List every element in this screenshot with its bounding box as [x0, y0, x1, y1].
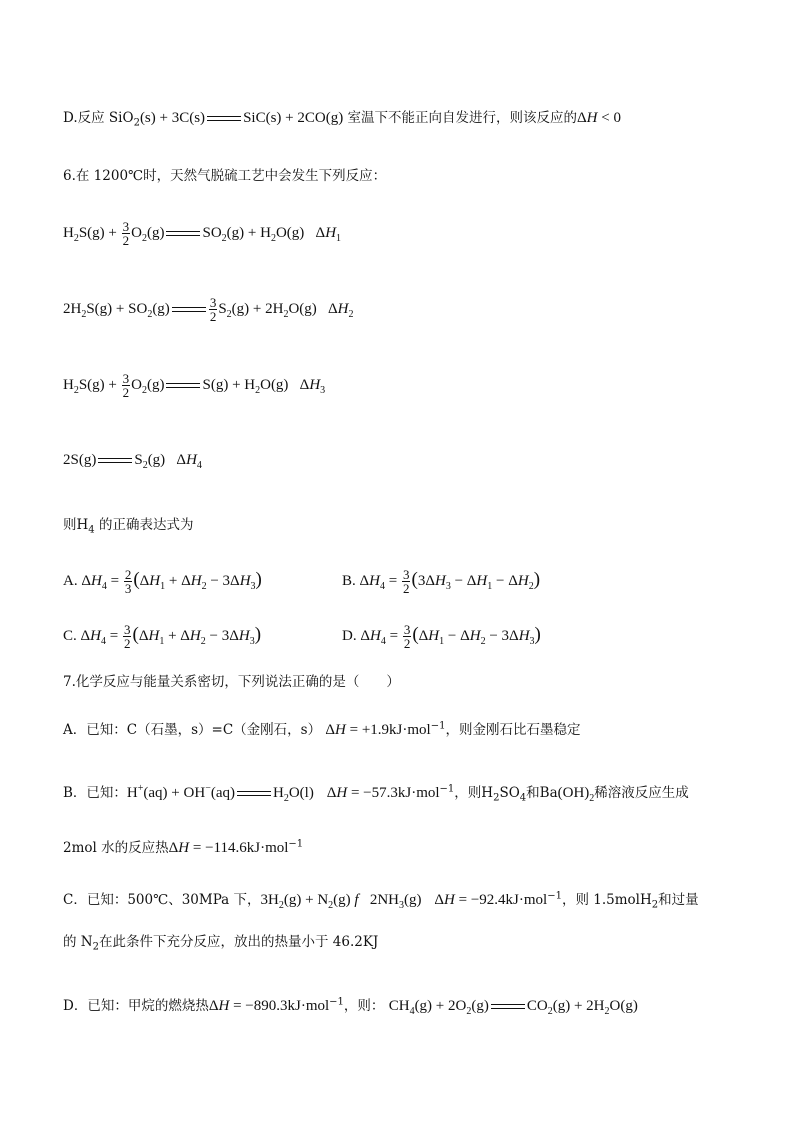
q6-reaction-2: $2H_2S(g) + SO_2(g)$ $\frac{3}{2}$ $S_2(g) + 2H_2O(g)$ $\Delta H_2$ [63, 295, 354, 324]
q7-b-mid2: SO [499, 785, 520, 801]
q7-c-mid: ，则 1.5molH [561, 892, 652, 908]
q6-a-label: A. [63, 572, 78, 589]
q7-d-eq-right: CO [526, 998, 548, 1014]
q5-option-d: D.反应 SiO$_2$(s) + 3C(s) SiC(s) + 2CO(g) 室温下不能正向自发进行，则该反应的ΔH < 0 [63, 110, 621, 129]
q7-b-suffix: 稀溶液反应生成 [594, 785, 689, 801]
q6-reaction-3: $H_2S(g)$ + $\frac{3}{2}$ $O_2(g) S(g) + H_2O(g)$ $\Delta H_3$ [63, 371, 326, 400]
q6-c-label: C. [63, 627, 77, 644]
q6-option-b: B. $\Delta H_4$ = $\frac{3}{2}$ $(3\Delta H_3 - \Delta H_1 - \Delta H_2)$ [342, 567, 541, 596]
q7-a-value: = +1.9kJ·mol [345, 722, 431, 738]
q7-b-mid: ，则H [454, 785, 494, 801]
q7-option-b: B．已知：H+(aq) + OH−(aq) $H_2O(l)$ ΔH = −57.3kJ·mol$^{-1}$，则$H_2SO_4$和$Ba(OH)_2$稀溶液反应生成 [63, 783, 689, 804]
q6-reaction-1: $H_2S(g)$ + $\frac{3}{2}$ $O_2(g) SO_2(g) + H_2O(g)$ $\Delta H_1$ [63, 219, 342, 248]
q5-d-end: < 0 [597, 110, 621, 126]
q7-b-value: = −57.3kJ·mol [347, 785, 440, 801]
q7-stem: 7.化学反应与能量关系密切，下列说法正确的是（ ） [63, 674, 400, 690]
q6-option-d: D. $\Delta H_4$ = $\frac{3}{2}$ $(\Delta H_1 - \Delta H_2 - 3\Delta H_3)$ [342, 622, 541, 651]
q7-d-mid: ，则： [343, 998, 385, 1014]
q6-option-a: A. $\Delta H_4$ = $\frac{2}{3}$ $(\Delta H_1 + \Delta H_2 - 3\Delta H_3)$ [63, 567, 262, 596]
q6-b-label: B. [342, 572, 356, 589]
q7-option-c: C．已知：500℃、30MPa 下，$3H_2(g) + N_2(g)$ f $2NH_3(g)$ ΔH = −92.4kJ·mol$^{-1}$，则 1.5molH$_2$和过量 [63, 890, 699, 911]
q7-a-suffix: ，则金刚石比石墨稳定 [445, 722, 581, 738]
q7-a-prefix: A．已知：C（石墨，s）=C（金刚石，s） [63, 722, 322, 738]
q6-ask-suffix: 的正确表达式为 [94, 517, 194, 533]
q7-c-line2-suffix: 在此条件下充分反应，放出的热量小于 46.2KJ [98, 934, 379, 950]
q6-option-c: C. $\Delta H_4$ = $\frac{3}{2}$ $(\Delta H_1 + \Delta H_2 - 3\Delta H_3)$ [63, 622, 262, 651]
q7-d-prefix: D．已知：甲烷的燃烧热 [63, 998, 209, 1014]
q6-d-label: D. [342, 627, 357, 644]
q7-option-c-line2: 的 $N_2$在此条件下充分反应，放出的热量小于 46.2KJ [63, 934, 379, 953]
q7-b-line2-prefix: 2mol 水的反应热 [63, 840, 169, 856]
q7-option-d: D．已知：甲烷的燃烧热ΔH = −890.3kJ·mol$^{-1}$，则： $CH_4(g) + 2O_2(g) CO_2(g) + 2H_2O(g)$ [63, 996, 638, 1017]
q7-option-a: A．已知：C（石墨，s）=C（金刚石，s） ΔH = +1.9kJ·mol$^{-1}$，则金刚石比石墨稳定 [63, 720, 581, 738]
q5-d-sub: 2 [133, 117, 140, 129]
q7-b-line2-value: = −114.6kJ·mol [189, 840, 289, 856]
q5-d-text: 室温下不能正向自发进行，则该反应的 [347, 110, 577, 126]
q7-c-prefix: C．已知：500℃、30MPa 下， [63, 892, 261, 908]
q7-b-prefix: B．已知： [63, 785, 127, 801]
q7-c-line2-prefix: 的 N [63, 934, 93, 950]
q7-d-value: = −890.3kJ·mol [229, 998, 330, 1014]
q6-ask-prefix: 则H [63, 517, 89, 533]
q6-ask-sub: 4 [88, 524, 95, 536]
q6-reaction-4: 2S(g) $S_2(g)$ $\Delta H_4$ [63, 452, 202, 471]
q6-ask [63, 515, 193, 535]
q5-d-products: SiC(s) + 2CO(g) [243, 110, 344, 126]
q7-option-b-line2: 2mol 水的反应热ΔH = −114.6kJ·mol$^{-1}$ [63, 838, 304, 856]
q7-b-mid3: 和Ba [526, 785, 558, 801]
q7-c-suffix: 和过量 [658, 892, 699, 908]
q5-d-prefix: D.反应 SiO [63, 110, 134, 126]
q6-stem: 6.在 1200℃时，天然气脱硫工艺中会发生下列反应： [63, 168, 387, 184]
q7-c-value: = −92.4kJ·mol [454, 892, 548, 908]
q5-d-reactants: (s) + 3C(s) [139, 110, 206, 126]
equilibrium-sign [207, 116, 241, 121]
q7-d-eq-left: CH [388, 998, 410, 1014]
